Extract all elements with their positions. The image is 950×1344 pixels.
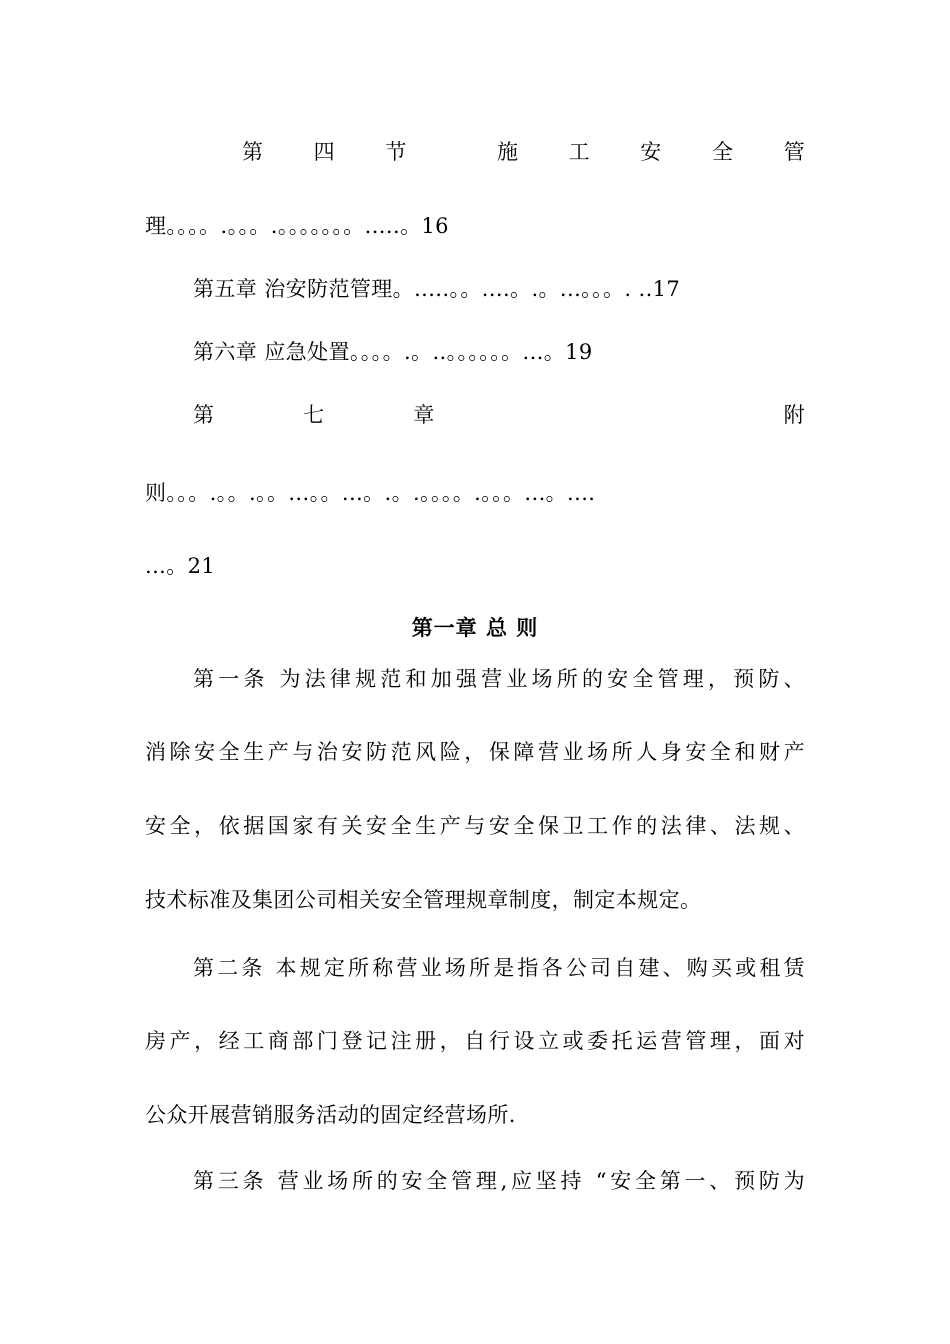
toc-char: 施 xyxy=(496,140,519,164)
article1-line1: 第一条 为法律规范和加强营业场所的安全管理，预防、 xyxy=(193,667,805,691)
toc-chapter7-mid: 则。。。.。。.。。...。。...。.。.。。。。.。。。...。.... xyxy=(145,481,596,505)
toc-char: 四 xyxy=(313,140,336,164)
toc-char: 安 xyxy=(640,140,662,164)
toc-char: 附 xyxy=(783,403,805,427)
toc-char: 第 xyxy=(193,403,215,427)
article2-line1: 第二条 本规定所称营业场所是指各公司自建、购买或租赁 xyxy=(193,956,805,980)
toc-chapter7-tail: ...。21 xyxy=(145,554,216,578)
article1-line3: 安全，依据国家有关安全生产与安全保卫工作的法律、法规、 xyxy=(145,814,805,838)
toc-chapter7-heading xyxy=(193,400,805,430)
toc-char: 工 xyxy=(568,140,591,164)
toc-char: 节 xyxy=(385,140,407,164)
article1-line2: 消除安全生产与治安防范风险，保障营业场所人身安全和财产 xyxy=(145,740,805,764)
chapter-title: 第一章 总 则 xyxy=(411,616,539,640)
toc-section4-heading xyxy=(242,137,805,167)
toc-section4-tail: 理。。。。.。。。.。。。。。。。.....。16 xyxy=(145,214,449,238)
toc-char: 第 xyxy=(242,140,264,164)
toc-char: 章 xyxy=(413,403,435,427)
toc-char: 七 xyxy=(303,403,325,427)
article1-line4: 技术标准及集团公司相关安全管理规章制度，制定本规定。 xyxy=(145,888,702,912)
article2-line3: 公众开展营销服务活动的固定经营场所. xyxy=(145,1103,516,1127)
article2-line2: 房产，经工商部门登记注册，自行设立或委托运营管理，面对 xyxy=(145,1029,805,1053)
article3-line1: 第三条 营业场所的安全管理,应坚持 “安全第一、预防为 xyxy=(193,1169,805,1193)
toc-char: 管 xyxy=(783,140,805,164)
toc-chapter5: 第五章 治安防范管理。.....。。....。.。...。。。. ..17 xyxy=(193,277,681,301)
toc-char: 全 xyxy=(711,140,734,164)
toc-chapter6: 第六章 应急处置。。。。.。..。。。。。。...。19 xyxy=(193,340,593,364)
